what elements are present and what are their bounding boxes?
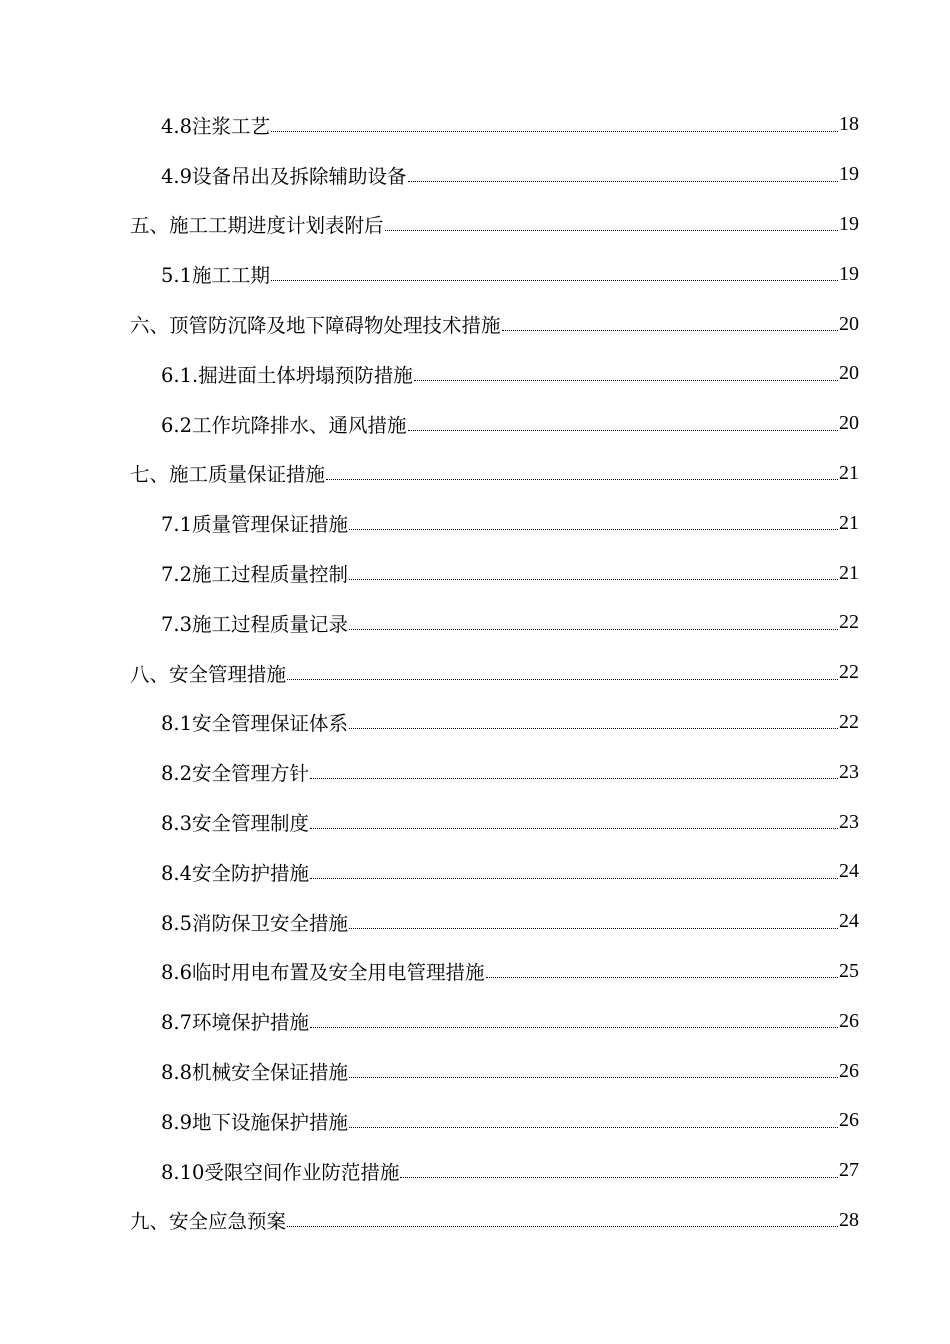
- toc-entry-title: 4.9设备吊出及拆除辅助设备: [161, 164, 407, 188]
- toc-page-number: 21: [839, 511, 859, 534]
- toc-entry[interactable]: [0, 1146, 950, 1196]
- toc-entry[interactable]: [0, 897, 950, 947]
- toc-entry[interactable]: [0, 1046, 950, 1096]
- dot-leader: [400, 1160, 838, 1182]
- toc-entry[interactable]: [0, 1096, 950, 1146]
- dot-leader: [408, 164, 838, 186]
- toc-entry-title: 8.2安全管理方针: [161, 762, 310, 786]
- toc-entry-title: 8.1安全管理保证体系: [161, 712, 349, 736]
- toc-page-number: 18: [839, 113, 859, 136]
- toc-page-number: 28: [839, 1208, 859, 1231]
- toc-entry-title: 8.7环境保护措施: [161, 1011, 310, 1035]
- toc-entry-title: 8.8机械安全保证措施: [161, 1061, 349, 1085]
- toc-entry-title: 九、安全应急预案: [130, 1210, 287, 1234]
- toc-entry-title: 7.2施工过程质量控制: [161, 563, 349, 587]
- toc-entry[interactable]: [0, 598, 950, 648]
- toc-page-number: 19: [839, 163, 859, 186]
- toc-entry-title: 6.2工作坑降排水、通风措施: [161, 413, 407, 437]
- dot-leader: [310, 761, 838, 783]
- toc-page-number: 20: [839, 312, 859, 335]
- dot-leader: [385, 213, 838, 235]
- toc-entry[interactable]: [0, 150, 950, 200]
- toc-entry-title: 八、安全管理措施: [130, 662, 287, 686]
- dot-leader: [271, 114, 838, 136]
- toc-page-number: 20: [839, 412, 859, 435]
- toc-entry-title: 5.1施工工期: [161, 264, 271, 288]
- dot-leader: [310, 861, 838, 883]
- dot-leader: [287, 1209, 838, 1231]
- toc-entry[interactable]: [0, 947, 950, 997]
- toc-page-number: 22: [839, 710, 859, 733]
- toc-page-number: 26: [839, 1109, 859, 1132]
- toc-entry-title: 7.3施工过程质量记录: [161, 612, 349, 636]
- dot-leader: [310, 1010, 838, 1032]
- dot-leader: [502, 313, 838, 335]
- toc-entry[interactable]: [0, 200, 950, 250]
- toc-entry[interactable]: [0, 698, 950, 748]
- toc-entry[interactable]: [0, 299, 950, 349]
- toc-page-number: 22: [839, 661, 859, 684]
- toc-page-number: 21: [839, 461, 859, 484]
- toc-entry-title: 8.5消防保卫安全措施: [161, 911, 349, 935]
- toc-entry[interactable]: [0, 797, 950, 847]
- toc-entry-title: 8.4安全防护措施: [161, 861, 310, 885]
- toc-entry-title: 8.3安全管理制度: [161, 812, 310, 836]
- toc-page-number: 26: [839, 1059, 859, 1082]
- toc-page-number: 24: [839, 910, 859, 933]
- toc-page-number: 19: [839, 262, 859, 285]
- dot-leader: [349, 1110, 838, 1132]
- toc-page-number: 23: [839, 810, 859, 833]
- toc-page-number: 21: [839, 561, 859, 584]
- dot-leader: [349, 512, 838, 534]
- toc-entry-title: 8.9地下设施保护措施: [161, 1110, 349, 1134]
- toc-entry[interactable]: [0, 100, 950, 150]
- toc-entry[interactable]: [0, 349, 950, 399]
- toc-entry-title: 六、顶管防沉降及地下障碍物处理技术措施: [130, 314, 501, 338]
- toc-entry-title: 8.6临时用电布置及安全用电管理措施: [161, 961, 485, 985]
- toc-entry[interactable]: [0, 498, 950, 548]
- toc-entry-title: 七、施工质量保证措施: [130, 463, 326, 487]
- toc-page-number: 27: [839, 1159, 859, 1182]
- toc-page-number: 24: [839, 860, 859, 883]
- dot-leader: [486, 960, 838, 982]
- toc-entry[interactable]: [0, 648, 950, 698]
- toc-entry-title: 五、施工工期进度计划表附后: [130, 214, 384, 238]
- table-of-contents: [0, 100, 950, 1245]
- toc-entry[interactable]: [0, 847, 950, 897]
- toc-entry[interactable]: [0, 449, 950, 499]
- toc-page-number: 22: [839, 611, 859, 634]
- dot-leader: [408, 413, 838, 435]
- toc-entry-title: 7.1质量管理保证措施: [161, 513, 349, 537]
- toc-page-number: 26: [839, 1009, 859, 1032]
- toc-page-number: 20: [839, 362, 859, 385]
- toc-entry[interactable]: [0, 747, 950, 797]
- toc-entry-title: 4.8注浆工艺: [161, 114, 271, 138]
- dot-leader: [271, 263, 838, 285]
- dot-leader: [287, 662, 838, 684]
- toc-page-number: 23: [839, 760, 859, 783]
- toc-entry[interactable]: [0, 996, 950, 1046]
- dot-leader: [326, 462, 838, 484]
- toc-entry[interactable]: [0, 1196, 950, 1246]
- dot-leader: [349, 911, 838, 933]
- toc-entry[interactable]: [0, 548, 950, 598]
- dot-leader: [349, 1060, 838, 1082]
- dot-leader: [310, 811, 838, 833]
- dot-leader: [349, 612, 838, 634]
- toc-entry[interactable]: [0, 399, 950, 449]
- toc-entry-title: 6.1.掘进面土体坍塌预防措施: [161, 363, 413, 387]
- dot-leader: [349, 711, 838, 733]
- toc-entry-title: 8.10受限空间作业防范措施: [161, 1160, 400, 1184]
- toc-page-number: 25: [839, 959, 859, 982]
- toc-entry[interactable]: [0, 249, 950, 299]
- dot-leader: [414, 363, 838, 385]
- toc-page-number: 19: [839, 212, 859, 235]
- dot-leader: [349, 562, 838, 584]
